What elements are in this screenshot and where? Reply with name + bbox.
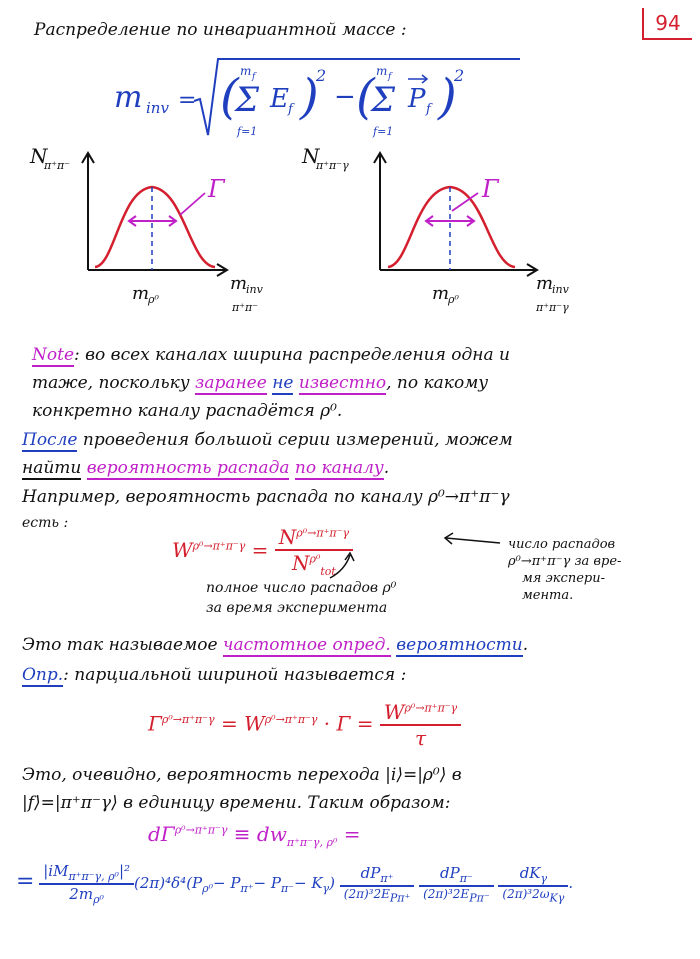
plot1-x-label-sub: inv (246, 283, 263, 296)
final-num-sub: π⁺π⁻γ, ρ⁰ (68, 870, 119, 883)
f3-num-sub: γ (540, 871, 548, 885)
prob-den-sup: ρ⁰ (309, 552, 321, 566)
sum-top-sub-2: f (388, 72, 392, 82)
paren-close-2: ) (438, 69, 457, 125)
final-delta-d: − K (294, 874, 323, 892)
plot2-y-label: N (302, 145, 320, 168)
momentum-sub: f (426, 102, 431, 117)
dgamma-eq: = (343, 822, 361, 846)
note-line2-a: таже, поскольку (32, 373, 190, 393)
freq-d: . (522, 635, 529, 655)
partial-w-sup: ρ⁰→π⁺π⁻γ (264, 712, 318, 726)
sum-sign-2: Σ (371, 80, 396, 120)
partial-gamma: Γ (148, 711, 162, 736)
prob-den: N (291, 551, 310, 575)
f1-num-sub: π⁺ (380, 871, 394, 885)
f2-den-sub2: π⁻ (476, 891, 490, 905)
f1-den-sub2: π⁺ (397, 891, 411, 905)
sum-top-2: m (376, 64, 388, 78)
note-line2-b: заранее (195, 373, 267, 393)
note-line2-d: известно (298, 373, 387, 393)
final-frac2-num (419, 864, 494, 887)
final-frac1-num (340, 864, 415, 887)
energy: E (270, 84, 289, 114)
partial-formula (148, 700, 461, 750)
final-frac-3 (498, 864, 568, 904)
minus: − (334, 82, 356, 112)
plot2-x-label-sub: inv (552, 283, 569, 296)
final-num: |iM (43, 862, 69, 880)
dgamma-rhs: dw (256, 822, 287, 846)
after-word: После (22, 430, 78, 450)
plot1-gamma: Γ (208, 175, 225, 203)
partial-denominator: τ (414, 726, 427, 750)
right-annotation-line-4: мента. (522, 588, 574, 603)
example-line-1: Например, вероятность распада по каналу ρ⁰→π⁺π⁻γ (22, 487, 510, 507)
dgamma-lhs: dΓ (148, 822, 175, 846)
final-frac3-num (498, 864, 568, 887)
prob-eq: = (251, 538, 269, 562)
f3-den-sub2: γ (557, 891, 565, 905)
note-line2-c: не (272, 373, 294, 393)
final-amp-den (39, 885, 134, 906)
momentum: P (408, 84, 426, 114)
dgamma-equiv: ≡ (233, 822, 251, 846)
minv-lhs-sub: inv (146, 99, 169, 117)
note-line2-e: , по какому (386, 373, 489, 393)
after-line2-a: найти (22, 458, 82, 478)
f1-den: (2π)³2E (343, 886, 390, 901)
f3-den-sub: K (549, 891, 558, 905)
final-delta-sub1: ρ⁰ (202, 882, 214, 895)
partial-gamma-sup: ρ⁰→π⁺π⁻γ (161, 712, 215, 726)
plot1-y-label-sub: π⁺π⁻ (44, 159, 71, 172)
prob-num-sup: ρ⁰→π⁺π⁻γ (296, 526, 350, 540)
f3-num: dK (519, 863, 541, 882)
final-frac-2 (419, 864, 494, 904)
freq-b: частотное опред. (222, 635, 391, 655)
right-annotation-line-1: число распадов (508, 537, 616, 552)
final-den-sub: ρ⁰ (93, 893, 104, 906)
sum-bottom-1: f=1 (237, 125, 258, 138)
partial-dot-gamma: · Γ = (323, 711, 374, 736)
after-line2-c: по каналу (294, 458, 384, 478)
bottom-annotation (206, 578, 396, 618)
page-number: 94 (642, 8, 692, 40)
bottom-annotation-line-2: за время эксперимента (206, 600, 388, 616)
final-frac1-den (340, 887, 415, 904)
prob-lhs: W (172, 538, 193, 562)
def-line (22, 665, 406, 685)
final-formula (16, 862, 573, 906)
note-line1-text: : во всех каналах ширина распределения одна и (74, 345, 510, 365)
final-frac-1 (340, 864, 415, 904)
freq-c: вероятности (396, 635, 523, 655)
final-delta-close: ) (329, 874, 335, 892)
final-delta-sub3: π⁻ (280, 882, 294, 895)
heading: Распределение по инвариантной массе : (34, 20, 407, 40)
plot1-x-label-sub2: π⁺π⁻ (232, 301, 259, 314)
final-delta (134, 874, 335, 895)
right-annotation-line-2: ρ⁰→π⁺π⁻γ за вре- (508, 554, 622, 569)
sum-top-1: m (240, 64, 252, 78)
final-delta-b: − P (213, 874, 241, 892)
plot2-gamma: Γ (482, 175, 499, 203)
example-line-2: есть : (22, 515, 69, 531)
f1-den-sub: P (389, 891, 398, 905)
sum-top-sub-1: f (252, 72, 256, 82)
prob-lhs-sup: ρ⁰→π⁺π⁻γ (192, 539, 246, 553)
plot1-x-label: m (230, 273, 248, 294)
after-line2-d: . (383, 458, 390, 478)
plot2-peak-label: m (432, 283, 450, 304)
f2-den-sub: P (469, 891, 477, 905)
f2-num: dP (439, 863, 460, 882)
after-line1-rest: проведения большой серии измерений, можем (82, 430, 513, 450)
paren-open-2: ( (356, 69, 375, 125)
prob-num: N (278, 525, 297, 549)
f2-num-sub: π⁻ (459, 871, 473, 885)
final-den: 2m (69, 885, 94, 903)
partial-num: W (383, 700, 405, 724)
partial-num-sup: ρ⁰→π⁺π⁻γ (404, 701, 458, 715)
right-annotation-line-3: мя экспери- (522, 571, 605, 586)
plot1-peak-label-sub: ρ⁰ (148, 293, 159, 306)
transition-line-2: |f⟩=|π⁺π⁻γ⟩ в единицу времени. Таким образом: (22, 793, 451, 813)
right-annotation (508, 536, 621, 604)
plot2-peak-label-sub: ρ⁰ (448, 293, 459, 306)
partial-fraction (380, 700, 461, 750)
final-end: . (568, 874, 574, 892)
def-label: Опр. (22, 665, 64, 685)
f1-num: dP (360, 863, 381, 882)
sum-sign-1: Σ (235, 80, 260, 120)
prob-den-sub: tot (320, 565, 336, 578)
energy-sub: f (288, 102, 293, 117)
final-frac2-den (419, 887, 494, 904)
power-2: 2 (454, 66, 465, 85)
dgamma-formula (148, 822, 360, 849)
final-delta-sub4: γ (322, 882, 330, 895)
note-label: Note (32, 345, 75, 365)
minv-lhs: m (114, 80, 143, 115)
def-rest: : парциальной шириной называется : (63, 665, 407, 685)
minv-eq: = (178, 88, 197, 113)
plot2-x-label: m (536, 273, 554, 294)
partial-eq1: = (221, 711, 238, 736)
transition-line-1: Это, очевидно, вероятность перехода |i⟩=|ρ⁰⟩ в (22, 765, 462, 785)
dgamma-lhs-sup: ρ⁰→π⁺π⁻γ (174, 823, 228, 837)
final-amplitude-fraction (39, 862, 134, 906)
f3-den: (2π)³2ω (502, 886, 550, 901)
freq-a: Это так называемое (22, 635, 218, 655)
final-frac3-den (498, 887, 568, 904)
partial-w: W (244, 711, 265, 736)
paren-open-1: ( (220, 69, 239, 125)
right-annotation-arrow (446, 538, 500, 543)
final-delta-c: − P (253, 874, 281, 892)
paren-close-1: ) (300, 69, 319, 125)
final-delta-sub2: π⁺ (240, 882, 254, 895)
final-num-end: |² (118, 862, 131, 880)
partial-numerator (380, 700, 461, 726)
power-1: 2 (316, 66, 327, 85)
final-eq: = (16, 869, 35, 894)
plot1-y-label: N (30, 145, 48, 168)
plot2-y-label-sub: π⁺π⁻γ (316, 159, 349, 172)
sum-bottom-2: f=1 (373, 125, 394, 138)
note-line-3: конкретно каналу распадётся ρ⁰. (32, 401, 343, 421)
f2-den: (2π)³2E (423, 886, 470, 901)
after-line2-b: вероятность распада (86, 458, 290, 478)
final-amp-num (39, 862, 134, 885)
dgamma-rhs-sub: π⁺π⁻γ, ρ⁰ (286, 836, 338, 849)
freq-line (22, 635, 528, 655)
plot1-peak-label: m (132, 283, 150, 304)
final-delta-a: (2π)⁴δ⁴(P (134, 874, 203, 892)
plot2-x-label-sub2: π⁺π⁻γ (536, 301, 569, 314)
bottom-annotation-line-1: полное число распадов ρ⁰ (206, 580, 397, 596)
